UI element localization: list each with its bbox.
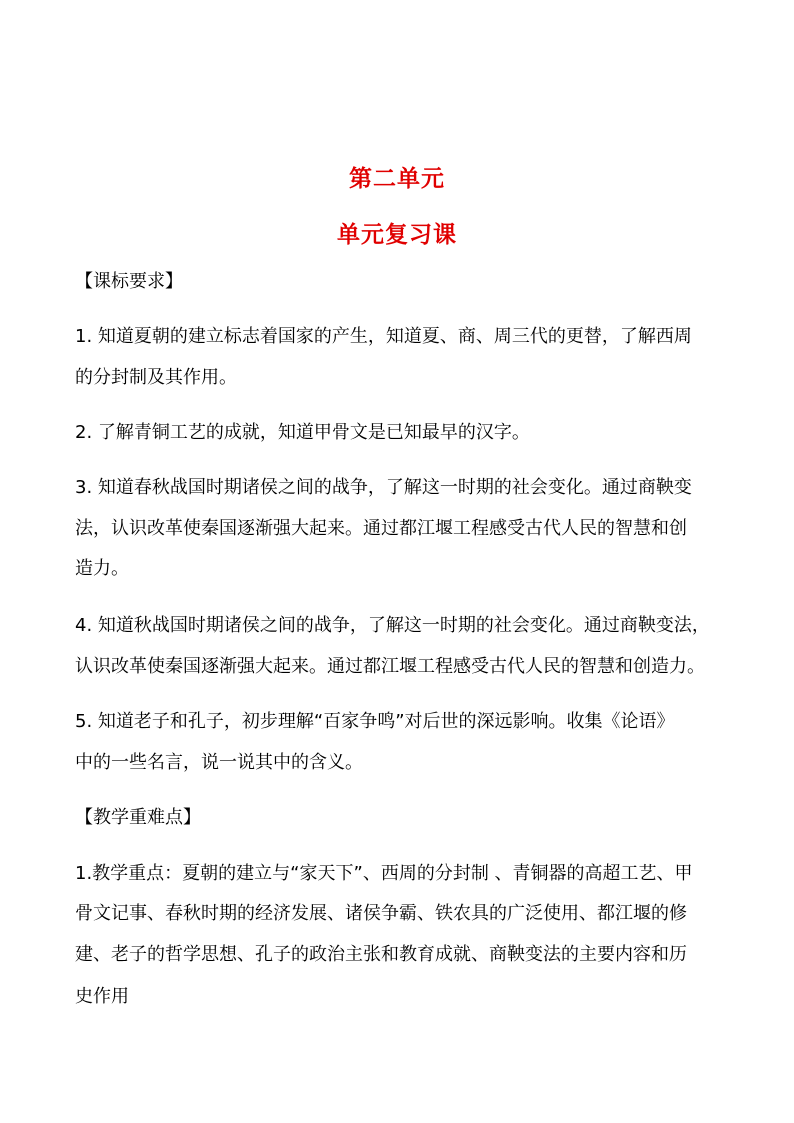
key-points-line-3: 建、老子的哲学思想、孔子的政治主张和教育成就、商鞅变法的主要内容和历: [75, 944, 687, 965]
requirement-1-line-2: 的分封制及其作用。: [75, 367, 237, 388]
requirement-3-line-3: 造力。: [75, 558, 129, 579]
key-points-line-1: 1.教学重点：夏朝的建立与“家天下”、西周的分封制 、青铜器的高超工艺、甲: [75, 863, 693, 884]
requirement-3-line-2: 法，认识改革使秦国逐渐强大起来。通过都江堰工程感受古代人民的智慧和创: [75, 518, 687, 539]
requirement-1-line-1: 1. 知道夏朝的建立标志着国家的产生，知道夏、商、周三代的更替，了解西周: [75, 326, 692, 347]
lesson-title: 单元复习课: [337, 222, 457, 248]
key-points-line-2: 骨文记事、春秋时期的经济发展、诸侯争霸、铁农具的广泛使用、都江堰的修: [75, 903, 687, 924]
requirement-5-line-2: 中的一些名言，说一说其中的含义。: [75, 752, 363, 773]
unit-title: 第二单元: [349, 166, 445, 192]
requirement-2-line-1: 2. 了解青铜工艺的成就，知道甲骨文是已知最早的汉字。: [75, 422, 530, 443]
requirement-4-line-1: 4. 知道秋战国时期诸侯之间的战争，了解这一时期的社会变化。通过商鞅变法，: [75, 615, 710, 636]
requirement-3-line-1: 3. 知道春秋战国时期诸侯之间的战争，了解这一时期的社会变化。通过商鞅变: [75, 477, 692, 498]
section-heading-key-difficulties: 【教学重难点】: [75, 807, 201, 828]
section-heading-curriculum: 【课标要求】: [75, 271, 183, 292]
requirement-5-line-1: 5. 知道老子和孔子，初步理解“百家争鸣”对后世的深远影响。收集《论语》: [75, 711, 675, 732]
requirement-4-line-2: 认识改革使秦国逐渐强大起来。通过都江堰工程感受古代人民的智慧和创造力。: [75, 656, 705, 677]
key-points-line-4: 史作用: [75, 986, 129, 1007]
